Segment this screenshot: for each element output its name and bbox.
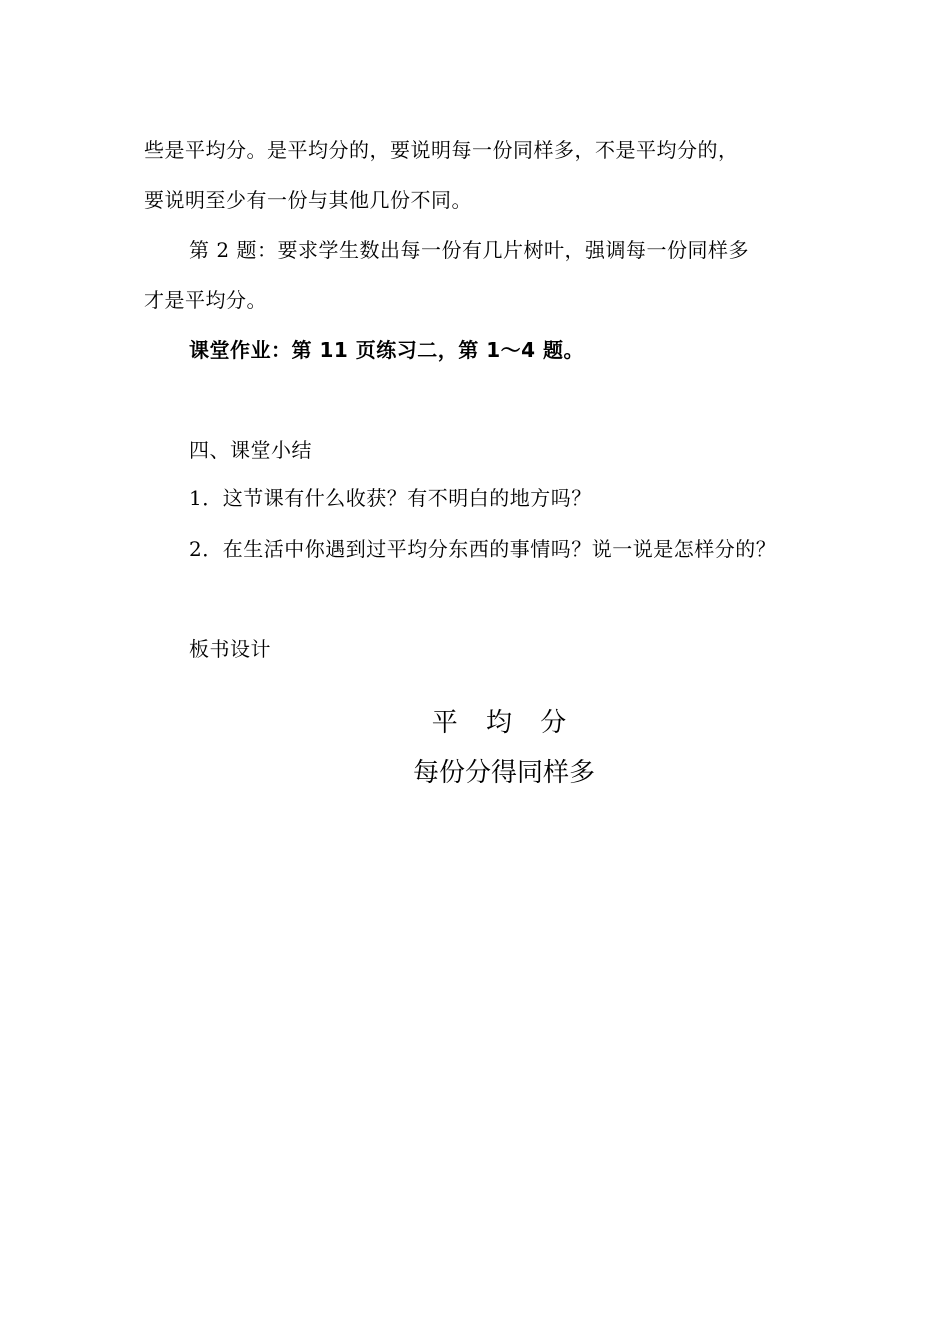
paragraph-2-line-2: 才是平均分。 — [144, 288, 267, 312]
section-4-heading: 四、课堂小结 — [189, 438, 312, 462]
summary-item-2: 2．在生活中你遇到过平均分东西的事情吗？说一说是怎样分的？ — [189, 537, 777, 561]
paragraph-1-line-2: 要说明至少有一份与其他几份不同。 — [144, 188, 472, 212]
paragraph-2-line-1: 第 2 题：要求学生数出每一份有几片树叶，强调每一份同样多 — [189, 238, 749, 262]
board-title: 平 均 分 — [431, 708, 577, 738]
summary-item-1: 1．这节课有什么收获？有不明白的地方吗？ — [189, 486, 592, 510]
homework-line: 课堂作业：第 11 页练习二，第 1～4 题。 — [189, 338, 585, 362]
board-subtitle: 每份分得同样多 — [412, 758, 595, 788]
board-design-heading: 板书设计 — [189, 637, 271, 661]
paragraph-1-line-1: 些是平均分。是平均分的，要说明每一份同样多，不是平均分的， — [144, 138, 739, 162]
